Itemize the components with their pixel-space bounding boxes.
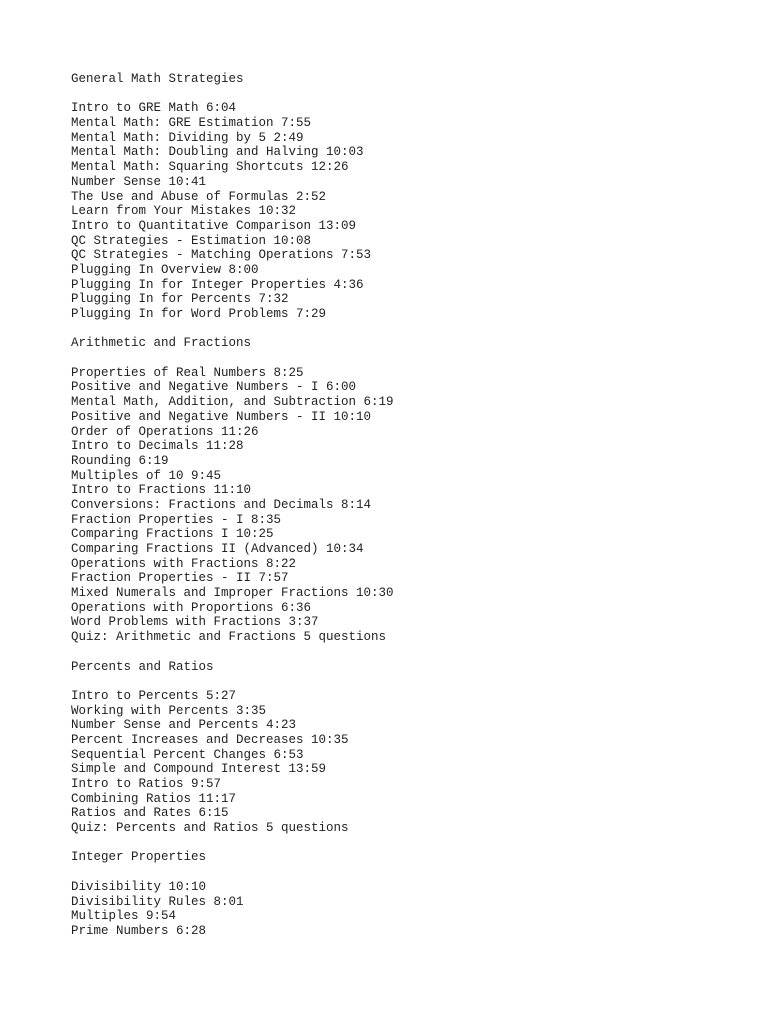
lesson-item: Operations with Fractions 8:22: [71, 556, 297, 571]
section-title: Arithmetic and Fractions: [71, 336, 252, 351]
lesson-item: QC Strategies - Estimation 10:08: [71, 233, 312, 248]
lesson-item: Prime Numbers 6:28: [71, 923, 207, 938]
lesson-list: [71, 689, 751, 836]
section-arithmetic-and-fractions: [71, 336, 751, 644]
lesson-item: Operations with Proportions 6:36: [71, 600, 312, 615]
lesson-item: Sequential Percent Changes 6:53: [71, 747, 304, 762]
lesson-item: The Use and Abuse of Formulas 2:52: [71, 189, 327, 204]
lesson-item: Conversions: Fractions and Decimals 8:14: [71, 497, 372, 512]
section-general-math-strategies: [71, 72, 751, 322]
lesson-item: Intro to Decimals 11:28: [71, 439, 244, 454]
lesson-item: QC Strategies - Matching Operations 7:53: [71, 248, 372, 263]
lesson-item: Intro to Fractions 11:10: [71, 483, 252, 498]
lesson-list: [71, 880, 751, 939]
lesson-item: Intro to Quantitative Comparison 13:09: [71, 218, 357, 233]
lesson-item: Rounding 6:19: [71, 453, 169, 468]
lesson-item: Divisibility Rules 8:01: [71, 894, 244, 909]
lesson-item: Positive and Negative Numbers - II 10:10: [71, 409, 372, 424]
lesson-list: [71, 366, 751, 645]
lesson-item: Mental Math: GRE Estimation 7:55: [71, 116, 312, 131]
lesson-item: Plugging In for Word Problems 7:29: [71, 307, 327, 322]
lesson-item: Mental Math: Dividing by 5 2:49: [71, 130, 304, 145]
lesson-item: Multiples 9:54: [71, 909, 177, 924]
section-title: Percents and Ratios: [71, 659, 214, 674]
section-percents-and-ratios: [71, 660, 751, 836]
quiz-item: Quiz: Percents and Ratios 5 questions: [71, 821, 349, 836]
lesson-item: Positive and Negative Numbers - I 6:00: [71, 380, 357, 395]
section-integer-properties: [71, 850, 751, 938]
lesson-item: Intro to GRE Math 6:04: [71, 101, 237, 116]
lesson-item: Number Sense 10:41: [71, 174, 207, 189]
lesson-item: Divisibility 10:10: [71, 879, 207, 894]
lesson-item: Fraction Properties - II 7:57: [71, 571, 289, 586]
lesson-item: Ratios and Rates 6:15: [71, 806, 229, 821]
section-title: Integer Properties: [71, 850, 207, 865]
lesson-item: Mental Math: Doubling and Halving 10:03: [71, 145, 364, 160]
lesson-item: Order of Operations 11:26: [71, 424, 259, 439]
lesson-item: Multiples of 10 9:45: [71, 468, 222, 483]
lesson-item: Learn from Your Mistakes 10:32: [71, 204, 297, 219]
lesson-item: Working with Percents 3:35: [71, 703, 267, 718]
lesson-item: Mixed Numerals and Improper Fractions 10:30: [71, 586, 394, 601]
section-title: General Math Strategies: [71, 72, 244, 86]
quiz-item: Quiz: Arithmetic and Fractions 5 questions: [71, 630, 387, 645]
lesson-item: Combining Ratios 11:17: [71, 791, 237, 806]
lesson-item: Plugging In Overview 8:00: [71, 262, 259, 277]
lesson-item: Plugging In for Percents 7:32: [71, 292, 289, 307]
lesson-item: Properties of Real Numbers 8:25: [71, 365, 304, 380]
lesson-item: Fraction Properties - I 8:35: [71, 512, 282, 527]
lesson-item: Comparing Fractions II (Advanced) 10:34: [71, 542, 364, 557]
lesson-item: Percent Increases and Decreases 10:35: [71, 732, 349, 747]
lesson-item: Mental Math: Squaring Shortcuts 12:26: [71, 160, 349, 175]
lesson-item: Comparing Fractions I 10:25: [71, 527, 274, 542]
lesson-item: Intro to Percents 5:27: [71, 688, 237, 703]
lesson-list: [71, 101, 751, 321]
document-page: [71, 72, 751, 953]
lesson-item: Mental Math, Addition, and Subtraction 6:19: [71, 395, 394, 410]
lesson-item: Intro to Ratios 9:57: [71, 777, 222, 792]
lesson-item: Number Sense and Percents 4:23: [71, 718, 297, 733]
lesson-item: Simple and Compound Interest 13:59: [71, 762, 327, 777]
lesson-item: Plugging In for Integer Properties 4:36: [71, 277, 364, 292]
lesson-item: Word Problems with Fractions 3:37: [71, 615, 319, 630]
